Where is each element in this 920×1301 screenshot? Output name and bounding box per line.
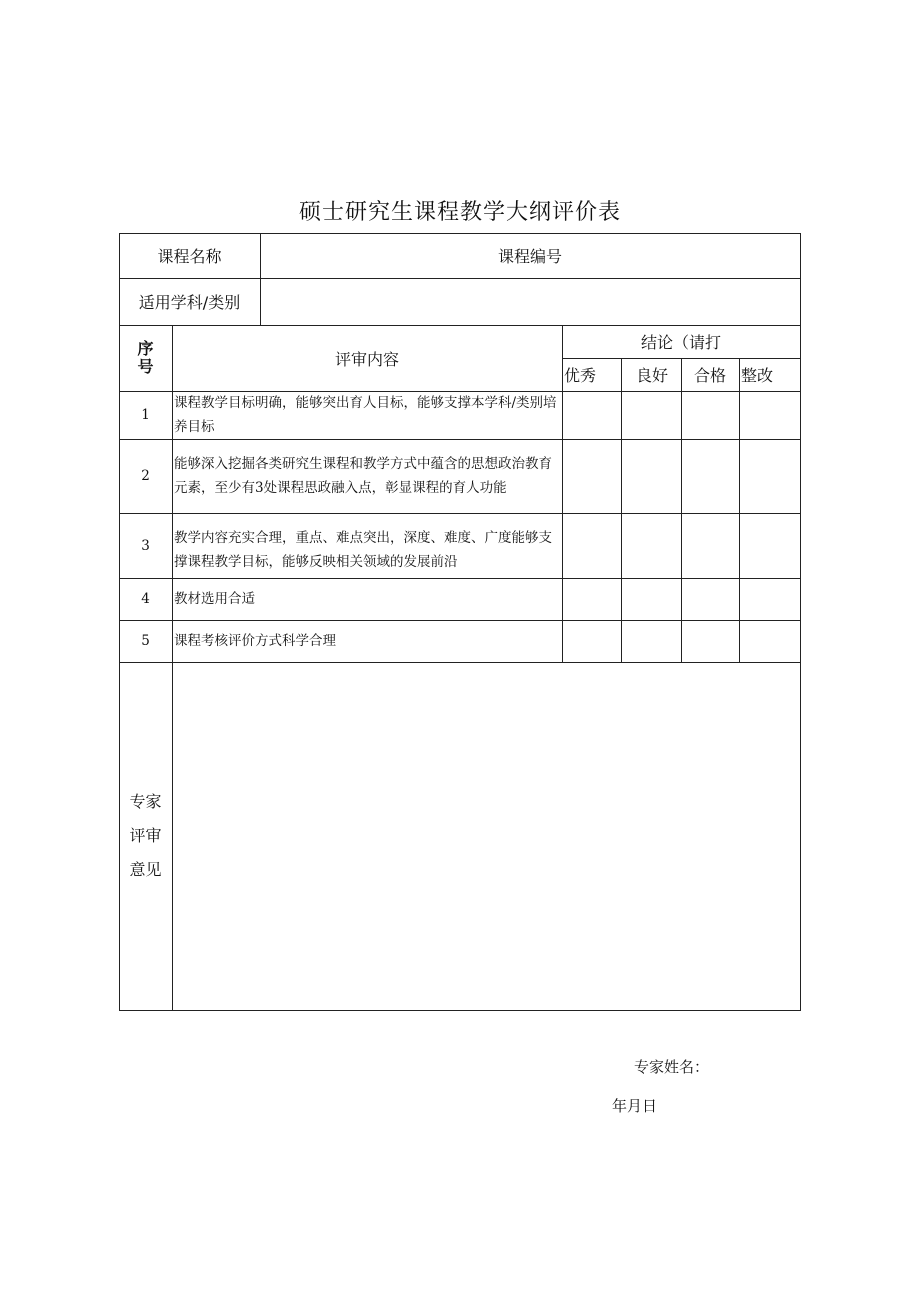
grade-cell-item-2-col-2[interactable] (622, 440, 680, 512)
grade-cell-item-3-col-1[interactable] (563, 514, 620, 577)
item-1-no: 1 (141, 407, 150, 423)
opinion-label-line-1: 专家 (129, 792, 162, 811)
grade-cell-item-2-col-3[interactable] (682, 440, 738, 512)
page-title: 硕士研究生课程教学大纲评价表 (298, 200, 621, 225)
course-code-label: 课程编号 (497, 247, 562, 266)
grade-cell-item-3-col-4[interactable] (740, 514, 799, 577)
course-name-label: 课程名称 (157, 247, 222, 266)
item-5-no: 5 (141, 633, 150, 649)
opinion-label-line-2: 评审 (129, 826, 162, 845)
item-4-text: 教材选用合适 (174, 591, 255, 607)
item-4-no: 4 (141, 591, 150, 607)
item-3-text: 教学内容充实合理，重点、难点突出，深度、难度、广度能够支撑课程教学目标，能够反映相关领域的发展前沿 (174, 530, 552, 570)
grade-cell-item-4-col-2[interactable] (622, 579, 680, 619)
subject-category-label: 适用学科/类别 (138, 293, 241, 312)
grade-cell-item-4-col-4[interactable] (740, 579, 799, 619)
grade-cell-item-4-col-3[interactable] (682, 579, 738, 619)
grade-cell-item-1-col-4[interactable] (740, 392, 799, 438)
evaluation-table (119, 233, 801, 1011)
item-1-text: 课程教学目标明确，能够突出育人目标，能够支撑本学科/类别培养目标 (174, 395, 557, 435)
grade-cell-item-4-col-1[interactable] (563, 579, 620, 619)
conclusion-header: 结论（请打 (640, 333, 721, 352)
item-5-text: 课程考核评价方式科学合理 (174, 633, 336, 649)
opinion-field[interactable] (173, 663, 799, 1009)
grade-cell-item-2-col-1[interactable] (563, 440, 620, 512)
seq-header-line-1: 序 (137, 339, 154, 358)
grade-header-improve: 整改 (741, 366, 774, 385)
grade-cell-item-5-col-1[interactable] (563, 621, 620, 661)
grade-header-excellent: 优秀 (564, 366, 597, 385)
opinion-label-line-3: 意见 (129, 860, 162, 879)
content-header: 评审内容 (334, 349, 399, 369)
opinion-label (119, 662, 172, 1010)
seq-header (119, 325, 172, 391)
grade-cell-item-1-col-1[interactable] (563, 392, 620, 438)
date-label: 年月日 (612, 1097, 658, 1115)
grade-cell-item-1-col-2[interactable] (622, 392, 680, 438)
grade-cell-item-3-col-3[interactable] (682, 514, 738, 577)
grade-cell-item-3-col-2[interactable] (622, 514, 680, 577)
grade-cell-item-1-col-3[interactable] (682, 392, 738, 438)
item-2-text: 能够深入挖掘各类研究生课程和教学方式中蕴含的思想政治教育元素，至少有3处课程思政融入点，彰显课程的育人功能 (174, 456, 552, 496)
grade-cell-item-5-col-3[interactable] (682, 621, 738, 661)
grade-cell-item-5-col-2[interactable] (622, 621, 680, 661)
grade-cell-item-2-col-4[interactable] (740, 440, 799, 512)
grade-cell-item-5-col-4[interactable] (740, 621, 799, 661)
subject-category-field[interactable] (261, 279, 799, 324)
item-2-no: 2 (141, 468, 150, 484)
grade-header-pass: 合格 (693, 366, 726, 385)
grade-header-good: 良好 (635, 366, 668, 385)
expert-name-label: 专家姓名： (634, 1058, 710, 1076)
seq-header-line-2: 号 (137, 357, 154, 376)
item-3-no: 3 (141, 537, 150, 554)
